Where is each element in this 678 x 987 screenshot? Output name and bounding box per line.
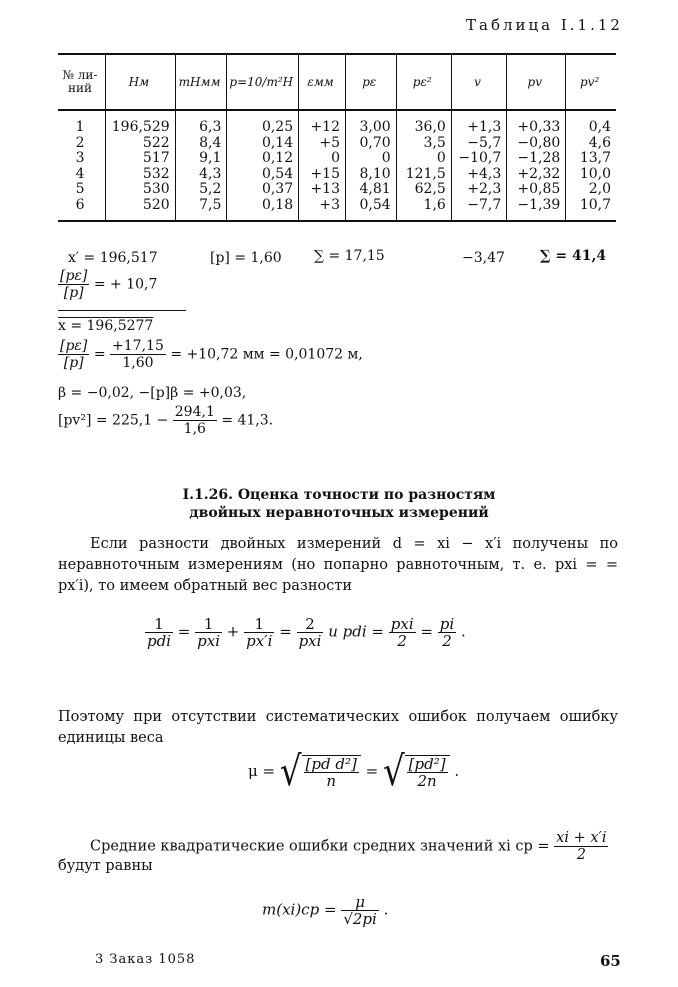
cell: 121,5 xyxy=(396,167,451,183)
col-header-line: № ли- ний xyxy=(58,54,106,110)
cell: 0,54 xyxy=(227,167,299,183)
eq4-lhs: m(xi)ср = xyxy=(262,900,337,919)
p3a-text: Средние квадратические ошибки средних значений xi ср = xyxy=(90,838,550,855)
sqrt-icon: √ xyxy=(382,748,405,796)
f5-den: 1,6 xyxy=(183,421,206,437)
f3-num2: +17,15 xyxy=(112,338,164,354)
cell: 0,4 xyxy=(566,110,616,136)
eq1-a-den: pdi xyxy=(147,632,172,650)
cell: 10,7 xyxy=(566,198,616,222)
f5-lhs: [pv²] = 225,1 − xyxy=(58,412,169,429)
eq1-plus: + xyxy=(226,622,240,641)
cell: 532 xyxy=(106,167,176,183)
paragraph-3a xyxy=(90,830,608,863)
col-header-pv2: pv² xyxy=(566,54,616,110)
cell: 0,54 xyxy=(346,198,397,222)
cell: 5 xyxy=(75,181,85,197)
f3-num: [pε] xyxy=(60,338,88,354)
cell: 7,5 xyxy=(175,198,227,222)
eq3-den: 2 xyxy=(576,847,586,863)
cell: 4,3 xyxy=(175,167,227,183)
cell: 9,1 xyxy=(175,151,227,167)
cell: 3,00 xyxy=(346,110,397,136)
cell: −0,80 xyxy=(507,136,566,152)
eq1-eq2: = xyxy=(279,622,292,641)
f1-rhs: = + 10,7 xyxy=(93,276,158,293)
cell: 0 xyxy=(346,151,397,167)
paragraph-1: Если разности двойных измерений d = xi − x′i получены по неравноточным измерениям (но попарно равноточным, т. е. pxi = = px′i), то имеем обратный вес разности xyxy=(58,536,618,594)
cell: 0,14 xyxy=(227,136,299,152)
eq1-b-den: pxi xyxy=(197,632,221,650)
cell: 0,12 xyxy=(227,151,299,167)
equation-1 xyxy=(145,616,466,649)
cell: 5,2 xyxy=(175,182,227,198)
cell: 6 xyxy=(58,198,106,222)
cell: 4,6 xyxy=(566,136,616,152)
formula-5 xyxy=(58,404,273,437)
cell: 522 xyxy=(106,136,176,152)
cell: 520 xyxy=(106,198,176,222)
table-row xyxy=(58,136,616,152)
page-number: 65 xyxy=(600,952,621,970)
cell: +12 xyxy=(299,110,346,136)
eq1-a-num: 1 xyxy=(145,616,173,633)
cell: +3 xyxy=(299,198,346,222)
cell: 0,25 xyxy=(227,110,299,136)
summary-sigma-2: ∑ = 41,4 xyxy=(540,248,607,264)
cell: 62,5 xyxy=(396,182,451,198)
eq1-e-num: pxi xyxy=(390,615,414,633)
f3-den2: 1,60 xyxy=(122,355,154,371)
eq4-end: . xyxy=(383,900,389,919)
eq1-c-den: px′i xyxy=(246,632,273,650)
eq1-f-den: 2 xyxy=(442,632,452,650)
eq1-eq3: = xyxy=(420,622,433,641)
cell: 6,3 xyxy=(175,110,227,136)
eq1-e-den: 2 xyxy=(397,632,407,650)
cell: −7,7 xyxy=(451,198,506,222)
table-header-row xyxy=(58,54,616,110)
cell: 4 xyxy=(75,165,85,182)
cell: −1,39 xyxy=(507,198,566,222)
equation-2 xyxy=(248,748,460,796)
cell: 8,10 xyxy=(346,167,397,183)
eq2-b-num: [pd²] xyxy=(408,755,446,773)
paragraph-3b: будут равны xyxy=(58,858,153,874)
cell: 3 xyxy=(75,150,85,166)
divider xyxy=(58,310,186,311)
eq1-b-num: 1 xyxy=(195,616,222,633)
col-header-mh: mHмм xyxy=(175,54,227,110)
col-header-eps: εмм xyxy=(299,54,346,110)
cell: +0,33 xyxy=(507,110,566,136)
cell: 10,0 xyxy=(566,167,616,183)
eq2-a-den: n xyxy=(326,772,337,790)
cell: −5,7 xyxy=(451,136,506,152)
eq2-b-den: 2n xyxy=(417,772,437,790)
f5-num: 294,1 xyxy=(174,404,215,420)
f5-rhs: = 41,3. xyxy=(221,412,274,429)
cell: +5 xyxy=(299,136,346,152)
summary-x-prime: x′ = 196,517 xyxy=(68,250,158,266)
cell: +15 xyxy=(299,167,346,183)
table-row xyxy=(58,151,616,167)
eq1-end: . xyxy=(460,622,466,641)
table-row xyxy=(58,182,616,198)
cell: +2,32 xyxy=(507,167,566,183)
cell: 13,7 xyxy=(566,151,616,167)
cell: 2,0 xyxy=(566,182,616,198)
col-header-pv: pv xyxy=(507,54,566,110)
cell: 4,81 xyxy=(346,182,397,198)
cell: −1,28 xyxy=(507,151,566,167)
cell: +1,3 xyxy=(451,110,506,136)
eq2-mu: μ = xyxy=(248,762,276,780)
f3-den: [p] xyxy=(63,355,84,371)
col-header-peps2: pε² xyxy=(396,54,451,110)
eq4-den: √2pi xyxy=(343,910,377,928)
table-row xyxy=(58,167,616,183)
cell: +2,3 xyxy=(451,182,506,198)
eq3-num: xi + x′i xyxy=(556,830,607,846)
col-header-peps: pε xyxy=(346,54,397,110)
f1-den: [p] xyxy=(63,285,84,301)
eq2-end: . xyxy=(454,762,460,780)
cell: 196,529 xyxy=(106,110,176,136)
cell: 0 xyxy=(396,151,451,167)
f3-rhs: = +10,72 мм = 0,01072 м, xyxy=(170,346,363,363)
col-header-p: p=10/m²H xyxy=(227,54,299,110)
cell: 517 xyxy=(106,151,176,167)
cell: +0,85 xyxy=(507,182,566,198)
data-table xyxy=(58,53,616,222)
eq4-num: μ xyxy=(341,894,379,911)
equation-4 xyxy=(262,894,388,927)
cell: 3,5 xyxy=(396,136,451,152)
eq1-d-num: 2 xyxy=(297,616,324,633)
cell: −10,7 xyxy=(451,151,506,167)
table-caption: Таблица I.1.12 xyxy=(466,16,623,34)
f1-num: [pε] xyxy=(60,268,88,284)
section-title-line-2: двойных неравноточных измерений xyxy=(189,505,489,521)
cell: 2 xyxy=(75,134,85,151)
cell: 0,37 xyxy=(227,182,299,198)
cell: +4,3 xyxy=(451,167,506,183)
summary-v-sum: −3,47 xyxy=(462,250,505,266)
cell: 0,70 xyxy=(346,136,397,152)
cell: 8,4 xyxy=(175,136,227,152)
eq1-c-num: 1 xyxy=(244,616,274,633)
formula-3: $\frac{[p\varepsilon]}{[p]}$ = $\frac{+17,15}{1,60}$ = +10,72 мм = 0,01072 м, xyxy=(60,338,363,371)
eq1-eq: = xyxy=(177,622,191,641)
col-header-v: v xyxy=(451,54,506,110)
summary-p-sum: [p] = 1,60 xyxy=(210,250,282,266)
formula-1 xyxy=(58,268,157,301)
paragraph-2: Поэтому при отсутствии систематических ошибок получаем ошибку единицы веса xyxy=(58,709,618,746)
footer-order: 3 Заказ 1058 xyxy=(95,952,196,967)
eq1-d-den: pxi xyxy=(298,632,322,650)
cell: 0,18 xyxy=(227,198,299,222)
section-title-line-1: I.1.26. Оценка точности по разностям xyxy=(182,487,496,503)
eq2-a-num: [pd d²] xyxy=(305,755,357,773)
col-header-h: Hм xyxy=(106,54,176,110)
eq2-eq: = xyxy=(365,762,379,780)
cell: 1 xyxy=(75,119,85,135)
summary-sigma-1: ∑ = 17,15 xyxy=(314,248,385,264)
cell: 1,6 xyxy=(396,198,451,222)
eq1-f-num: pi xyxy=(439,615,455,633)
sqrt-icon: √ xyxy=(279,748,302,796)
cell: 530 xyxy=(106,182,176,198)
cell: 0 xyxy=(299,151,346,167)
eq1-and: и pdi = xyxy=(328,622,384,641)
formula-4: β = −0,02, −[p]β = +0,03, xyxy=(58,385,247,401)
table-row xyxy=(58,110,616,136)
cell: +13 xyxy=(299,182,346,198)
cell: 36,0 xyxy=(396,110,451,136)
formula-2: x = 196,5277 xyxy=(58,318,154,334)
table-row xyxy=(58,198,616,222)
